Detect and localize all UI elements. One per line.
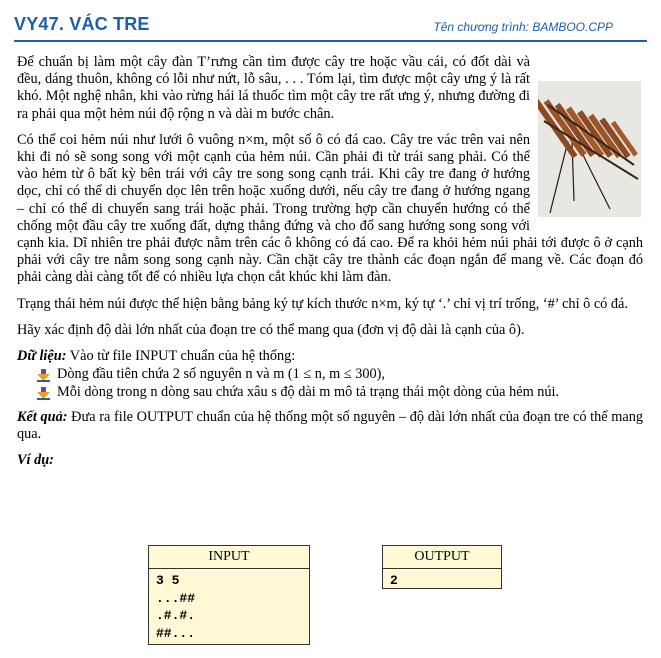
paragraph-task: Hãy xác định độ dài lớn nhất của đoạn tre có thể mang qua (đơn vị độ dài là cạnh của ô). <box>17 321 525 338</box>
output-box-body <box>383 569 501 593</box>
input-line: ...## <box>156 590 196 606</box>
input-box-header: INPUT <box>149 546 309 569</box>
input-section <box>17 348 643 365</box>
header <box>14 14 647 40</box>
bullet-text: Dòng đầu tiên chứa 2 số nguyên n và m (1 ≤ n, m ≤ 300), <box>57 366 385 383</box>
program-name: Tên chương trình: BAMBOO.CPP <box>433 20 613 34</box>
example-label: Ví dụ: <box>17 452 54 469</box>
output-box <box>382 545 502 589</box>
input-bullet <box>37 384 643 401</box>
header-rule <box>14 40 647 42</box>
bullet-text: Mỗi dòng trong n dòng sau chứa xâu s độ dài m mô tả trạng thái một dòng của hẻm núi. <box>57 384 560 401</box>
trung-instrument-photo <box>538 81 641 217</box>
paragraph-intro: Để chuẩn bị làm một cây đàn T’rưng cần tìm được cây tre hoặc vầu cái, có đốt dài và đều, dáng thuôn, không có lỗi như nứt, lỗ sâu, . . . Tóm lại, tìm được một cây ưng ý là rất khó. Một nghệ nhân, khi vào rừng hái lá thuốc tìm một cây tre rất ưng ý, nhưng đường đi ra phải qua một hẻm núi độ rộng n và dài m bước chân. <box>17 54 530 122</box>
paragraph-state: Trạng thái hẻm núi được thể hiện bằng bảng ký tự kích thước n×m, ký tự ‘.’ chỉ vị trí trống, ‘#’ chỉ ô có đá. <box>17 295 628 312</box>
input-bullets <box>37 366 643 401</box>
output-line: 2 <box>390 573 398 588</box>
paragraph-grid: Có thể coi hẻm núi như lưới ô vuông n×m, một số ô có đá cao. Cây tre vác trên vai nên khi đi nó sẽ song song với một cạnh của hẻm núi. Cần phải đi từ trái sang phải. Có thể vào hẻm từ ô bất kỳ bên trái với cây tre song song cạnh trái. Khi cây tre đang ở hướng dọc, chỉ có thể di chuyển dọc lên trên hoặc xuống dưới, nếu cây tre đang ở hướng ngang – chỉ có thể di chuyển sang trái hoặc phải. Trong trường hợp cần chuyển hướng có thể chống một đầu cây tre xuống đất, dựng thẳng đứng và cho đổ sang hướng song song với cạnh kia. Dĩ nhiên tre phải được nằm trên các ô không có đá cao. Để ra khỏi hẻm núi phải tới được ô ở cạnh phải với cây tre nằm song song cạnh này. Cần chặt cây tre thành các đoạn ngắn để mang về. Các đoạn đó phải càng dài càng tốt để có nhiều lựa chọn cắt khúc khi làm đàn. <box>17 131 643 286</box>
input-text: Vào từ file INPUT chuẩn của hệ thống: <box>69 348 296 365</box>
output-box-header: OUTPUT <box>383 546 501 569</box>
input-bullet <box>37 366 643 383</box>
output-section <box>17 409 643 443</box>
example-area <box>0 545 661 645</box>
output-label: Kết quả: <box>17 408 68 425</box>
input-line: ##... <box>156 625 196 641</box>
output-text: Đưa ra file OUTPUT chuẩn của hệ thống một số nguyên – độ dài lớn nhất của đoạn tre có thể mang qua. <box>17 408 643 442</box>
problem-statement <box>17 54 643 469</box>
arrow-down-icon <box>37 387 50 400</box>
input-label: Dữ liệu: <box>17 348 67 365</box>
input-box <box>148 545 310 645</box>
trung-instrument-image <box>538 81 641 217</box>
arrow-down-icon <box>37 369 50 382</box>
input-box-body <box>149 569 309 645</box>
input-line: .#.#. <box>156 608 196 623</box>
input-line: 3 5 <box>156 573 180 588</box>
problem-title: VY47. VÁC TRE <box>14 14 150 34</box>
